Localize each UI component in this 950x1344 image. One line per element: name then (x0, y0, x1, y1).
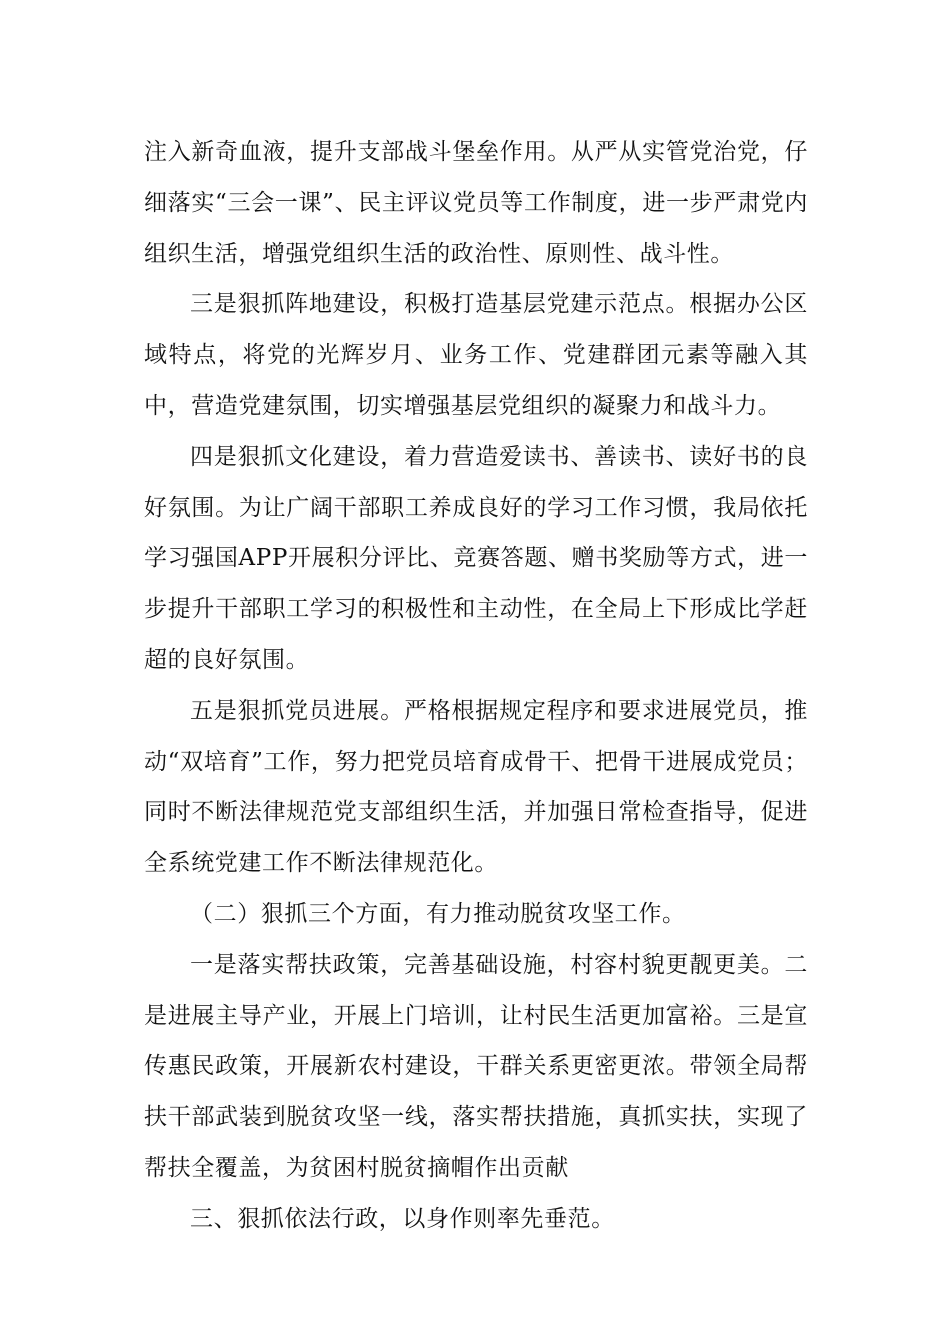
paragraph-4: 五是狠抓党员进展。严格根据规定程序和要求进展党员，推动“双培育”工作，努力把党员培育成骨干、把骨干进展成党员；同时不断法律规范党支部组织生活，并加强日常检查指导，促进全系统党建工作不断法律规范化。 (144, 697, 808, 877)
paragraph-7-section-heading: 三、狠抓依法行政，以身作则率先垂范。 (190, 1205, 615, 1232)
paragraph-1: 注入新奇血液，提升支部战斗堡垒作用。从严从实管党治党，仔细落实“三会一课”、民主评议党员等工作制度，进一步严肃党内组织生活，增强党组织生活的政治性、原则性、战斗性。 (144, 139, 808, 267)
paragraph-3: 四是狠抓文化建设，着力营造爱读书、善读书、读好书的良好氛围。为让广阔干部职工养成良好的学习工作习惯，我局依托学习强国APP开展积分评比、竞赛答题、赠书奖励等方式，进一步提升干部职工学习的积极性和主动性，在全局上下形成比学赶超的良好氛围。 (144, 443, 808, 673)
paragraph-2: 三是狠抓阵地建设，积极打造基层党建示范点。根据办公区域特点，将党的光辉岁月、业务工作、党建群团元素等融入其中，营造党建氛围，切实增强基层党组织的凝聚力和战斗力。 (144, 291, 808, 419)
paragraph-6: 一是落实帮扶政策，完善基础设施，村容村貌更靓更美。二是进展主导产业，开展上门培训，让村民生活更加富裕。三是宣传惠民政策，开展新农村建设，干群关系更密更浓。带领全局帮扶干部武装到脱贫攻坚一线，落实帮扶措施，真抓实扶，实现了帮扶全覆盖，为贫困村脱贫摘帽作出贡献 (144, 951, 808, 1181)
document-body (144, 127, 808, 1245)
paragraph-5-section-heading: （二）狠抓三个方面，有力推动脱贫攻坚工作。 (190, 900, 686, 927)
